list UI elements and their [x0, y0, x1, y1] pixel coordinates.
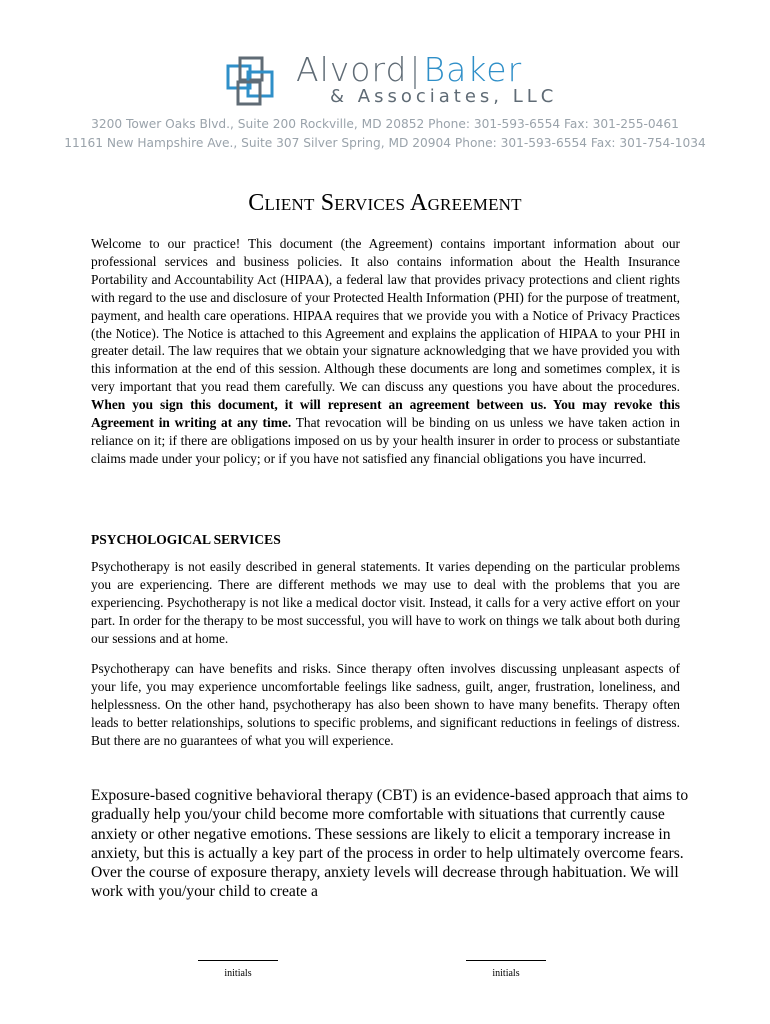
logo-separator: | — [409, 50, 422, 89]
initials-label: initials — [492, 968, 520, 979]
intro-paragraph — [91, 235, 680, 468]
logo-name-second: Baker — [423, 50, 523, 89]
initials-line — [466, 960, 546, 961]
logo-squares-icon — [226, 56, 288, 112]
intro-text-a: Welcome to our practice! This document (the Agreement) contains important information about our professional services and business policies. It also contains information about the Health Insurance Portability and Accountability Act (HIPAA), a federal law that provides privacy protections and client rights with regard to the use and disclosure of your Protected Health Information (PHI) for the purpose of treatment, payment, and health care operations. HIPAA requires that we provide you with a Notice of Privacy Practices (the Notice). The Notice is attached to this Agreement and explains the application of HIPAA to your PHI in greater detail. The law requires that we obtain your signature acknowledging that we have provided you with this information at the end of this session. Although these documents are long and sometimes complex, it is very important that you read them carefully. We can discuss any questions you have about the procedures. — [91, 236, 681, 395]
initials-line — [198, 960, 278, 961]
page-title: Client Services Agreement — [248, 190, 522, 216]
address-line-1: 3200 Tower Oaks Blvd., Suite 200 Rockville, MD 20852 Phone: 301-593-6554 Fax: 301-255-0461 — [91, 117, 679, 131]
logo-subtitle: & Associates, LLC — [330, 86, 558, 107]
logo-wordmark — [296, 50, 522, 90]
services-paragraph-2: Psychotherapy can have benefits and risks. Since therapy often involves discussing unpleasant aspects of your life, you may experience uncomfortable feelings like sadness, guilt, anger, frustration, loneliness, and helplessness. On the other hand, psychotherapy has also been shown to have many benefits. Therapy often leads to better relationships, solutions to specific problems, and significant reductions in feelings of distress. But there are no guarantees of what you will experience. — [91, 661, 680, 748]
initials-field-left[interactable] — [198, 960, 278, 981]
company-logo — [226, 50, 556, 112]
section-heading: PSYCHOLOGICAL SERVICES — [91, 532, 281, 547]
services-paragraph-1: Psychotherapy is not easily described in general statements. It varies depending on the particular problems you are experiencing. There are different methods we may use to deal with the problems that you are experiencing. Psychotherapy is not like a medical doctor visit. Instead, it calls for a very active effort on your part. In order for the therapy to be most successful, you will have to work on things we talk about both during our sessions and at home. — [91, 559, 680, 646]
initials-label: initials — [224, 968, 252, 979]
intro-bold-text: When you sign this document, it will represent an agreement between us. You may revoke this Agreement in writing at any time. — [91, 397, 680, 431]
initials-field-right[interactable] — [466, 960, 546, 981]
cbt-paragraph: Exposure-based cognitive behavioral therapy (CBT) is an evidence-based approach that aims to gradually help you/your child become more comfortable with situations that currently cause anxiety or other negative emotions. These sessions are likely to elicit a temporary increase in anxiety, but this is actually a key part of the process in order to help ultimately overcome fears. Over the course of exposure therapy, anxiety levels will decrease through habituation. We will work with you/your child to create a — [91, 787, 689, 901]
logo-name-first: Alvord — [296, 50, 408, 89]
intro-text-b: That revocation will be binding on us unless we have taken action in reliance on it; if there are obligations imposed on us by your health insurer in order to process or substantiate claims made under your policy; or if you have not satisfied any financial obligations you have incurred. — [91, 415, 681, 466]
address-line-2: 11161 New Hampshire Ave., Suite 307 Silver Spring, MD 20904 Phone: 301-593-6554 Fax: 301-754-1034 — [64, 136, 706, 150]
